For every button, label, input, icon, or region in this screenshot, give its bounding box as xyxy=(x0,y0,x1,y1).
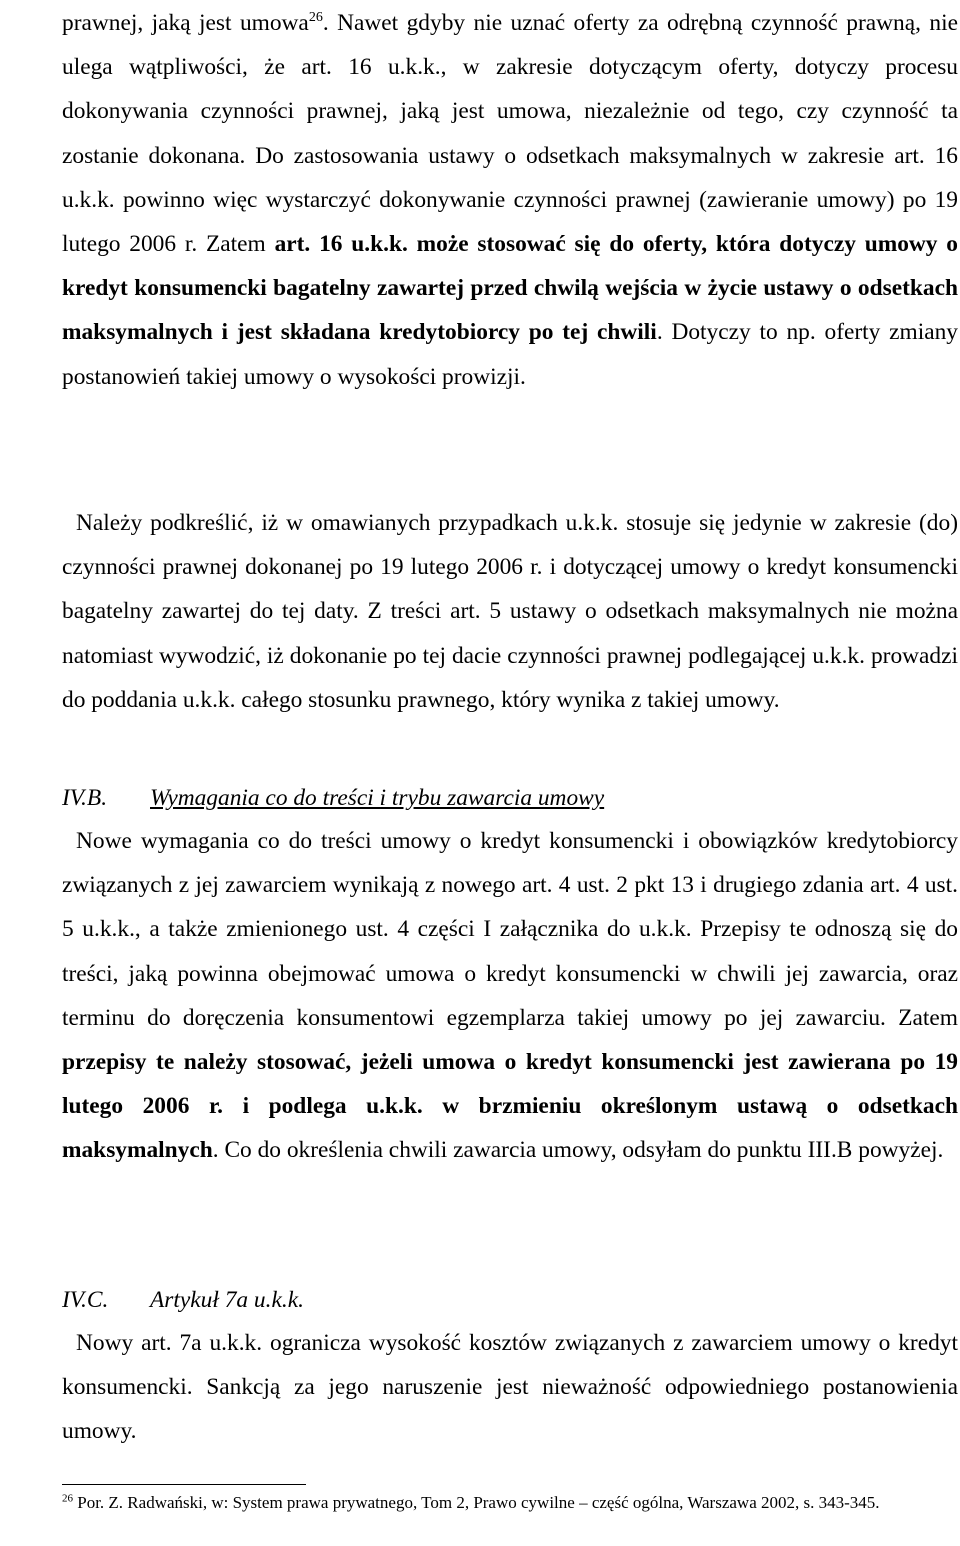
footnote-reference: 26 xyxy=(308,10,323,26)
footnote-separator xyxy=(62,1484,306,1485)
paragraph-requirements xyxy=(62,819,958,1173)
bold-conclusion: art. 16 u.k.k. może stosować się do oferty, która dotyczy umowy o kredyt konsumencki bagatelny zawartej przed chwilą wejścia w życie ustawy o odsetkach maksymalnych i jest składana kredytobiorcy po tej chwili xyxy=(62,231,958,346)
section-heading-ivb xyxy=(62,776,958,820)
paragraph-article-7a: Nowy art. 7a u.k.k. ogranicza wysokość kosztów związanych z zawarciem umowy o kredyt konsumencki. Sankcją za jego naruszenie jest nieważność odpowiedniego postanowienia umowy. xyxy=(62,1330,958,1445)
section-number: IV.C. xyxy=(62,1287,109,1313)
section-title: Wymagania co do treści i trybu zawarcia umowy xyxy=(150,785,605,811)
bold-conclusion: przepisy te należy stosować, jeżeli umowa o kredyt konsumencki jest zawierana po 19 lutego 2006 r. i podlega u.k.k. w brzmieniu określonym ustawą o odsetkach maksymalnych xyxy=(62,1049,958,1164)
footnote-text: Por. Z. Radwański, w: System prawa prywatnego, Tom 2, Prawo cywilne – część ogólna, Warszawa 2002, s. 343-345. xyxy=(73,1493,880,1512)
paragraph-text: Nowe wymagania co do treści umowy o kredyt konsumencki i obowiązków kredytobiorcy związanych z jej zawarciem wynikają z nowego art. 4 ust. 2 pkt 13 i drugiego zdania art. 4 ust. 5 u.k.k., a także zmienionego ust. 4 części I załącznika do u.k.k. Przepisy te odnoszą się do treści, jaką powinna obejmować umowa o kredyt konsumencki w chwili jej zawarcia, oraz terminu do doręczenia konsumentowi egzemplarza takiej umowy po jej zawarciu. Zatem xyxy=(62,828,958,1031)
footnote xyxy=(62,1492,958,1514)
paragraph-text: . Dotyczy to np. oferty zmiany postanowień takiej umowy o wysokości prowizji. xyxy=(62,319,958,390)
paragraph-emphasis: Należy podkreślić, iż w omawianych przypadkach u.k.k. stosuje się jedynie w zakresie (do) czynności prawnej dokonanej po 19 lutego 2006 r. i dotyczącej umowy o kredyt konsumencki bagatelny zawartej do tej daty. Z treści art. 5 ustawy o odsetkach maksymalnych nie można natomiast wywodzić, iż dokonanie po tej dacie czynności prawnej podlegającej u.k.k. prowadzi do poddania u.k.k. całego stosunku prawnego, który wynika z takiej umowy. xyxy=(62,510,958,713)
section-title: Artykuł 7a u.k.k. xyxy=(150,1287,304,1313)
paragraph-text: . Co do określenia chwili zawarcia umowy, odsyłam do punktu III.B powyżej. xyxy=(212,1137,944,1164)
paragraph-text: . Nawet gdyby nie uznać oferty za odrębną czynność prawną, nie ulega wątpliwości, że art. 16 u.k.k., w zakresie dotyczącym oferty, dotyczy procesu dokonywania czynności prawnej, jaką jest umowa, niezależnie od tego, czy czynność ta zostanie dokonana. Do zastosowania ustawy o odsetkach maksymalnych w zakresie art. 16 u.k.k. powinno więc wystarczyć dokonywanie czynności prawnej (zawieranie umowy) po 19 lutego 2006 r. Zatem xyxy=(62,10,958,258)
paragraph-offer xyxy=(62,1,958,399)
footnote-number: 26 xyxy=(62,1492,73,1505)
paragraph-text: prawnej, jaką jest umowa xyxy=(62,10,309,36)
section-number: IV.B. xyxy=(62,785,108,811)
section-heading-ivc xyxy=(62,1278,958,1322)
